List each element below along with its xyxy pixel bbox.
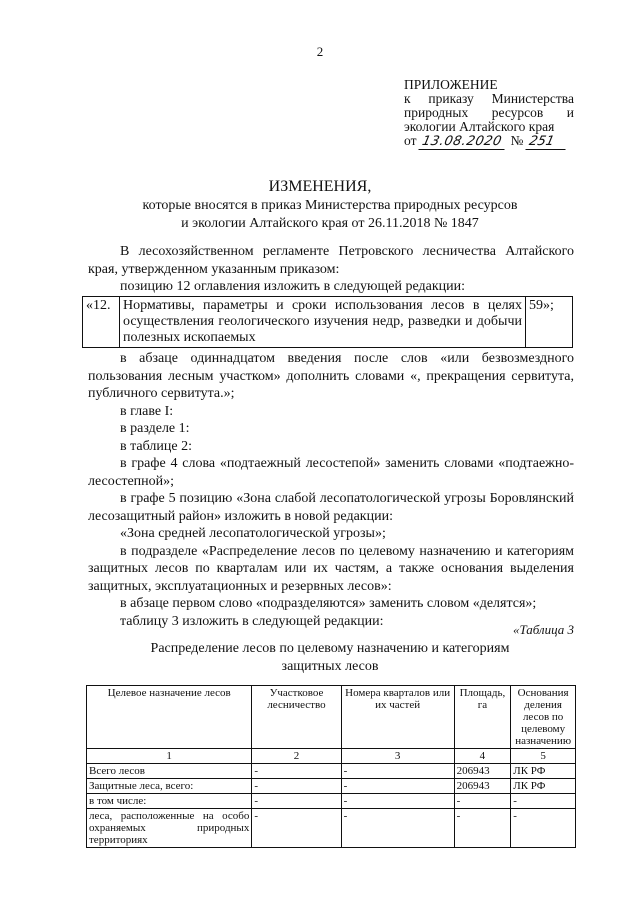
number-sign: № bbox=[510, 133, 524, 148]
appendix-line-2: природных ресурсов и bbox=[404, 105, 574, 120]
column-number: 3 bbox=[341, 749, 454, 764]
paragraph: в главе I: bbox=[120, 403, 174, 419]
column-number-row bbox=[87, 749, 576, 764]
table-cell: ЛК РФ bbox=[511, 779, 576, 794]
appendix-line-3: экологии Алтайского края bbox=[404, 119, 555, 134]
table-cell: - bbox=[252, 764, 341, 779]
column-header: Площадь, га bbox=[454, 686, 511, 749]
document-title: ИЗМЕНЕНИЯ, bbox=[268, 178, 372, 195]
contents-position-table bbox=[82, 296, 573, 348]
table-cell: - bbox=[341, 779, 454, 794]
table-cell: - bbox=[511, 794, 576, 809]
appendix-line-1: к приказу Министерства bbox=[404, 91, 574, 106]
column-number: 1 bbox=[87, 749, 252, 764]
column-number: 2 bbox=[252, 749, 341, 764]
table-cell: - bbox=[511, 809, 576, 848]
subtitle-line-2: и экологии Алтайского края от 26.11.2018 № 1847 bbox=[181, 216, 479, 231]
table-label: «Таблица 3 bbox=[512, 622, 574, 637]
paragraph: таблицу 3 изложить в следующей редакции: bbox=[120, 613, 384, 629]
column-header: Основания деления лесов по целевому назначению bbox=[511, 686, 576, 749]
handwritten-date: 13.08.2020 bbox=[419, 135, 508, 150]
position-number: «12. bbox=[83, 297, 120, 348]
table-cell: 206943 bbox=[454, 779, 511, 794]
position-page: 59»; bbox=[526, 297, 573, 348]
column-number: 4 bbox=[454, 749, 511, 764]
column-header: Номера кварталов или их частей bbox=[341, 686, 454, 749]
paragraph: в графе 4 слова «подтаежный лесостепой» заменить словами «подтаежно-лесостепной»; bbox=[88, 456, 574, 489]
table-cell: - bbox=[454, 809, 511, 848]
table-row bbox=[87, 809, 576, 848]
table-row bbox=[87, 794, 576, 809]
date-prefix: от bbox=[404, 133, 417, 148]
table-cell: ЛК РФ bbox=[511, 764, 576, 779]
paragraph: в графе 5 позицию «Зона слабой лесопатологической угрозы Боровлянский лесозащитный район» изложить в новой редакции: bbox=[88, 491, 574, 524]
paragraph: в абзаце первом слово «подразделяются» заменить словом «делятся»; bbox=[120, 596, 537, 611]
appendix-block bbox=[404, 78, 574, 150]
forest-distribution-table bbox=[86, 685, 576, 848]
table-cell: Защитные леса, всего: bbox=[87, 779, 252, 794]
column-number: 5 bbox=[511, 749, 576, 764]
appendix-signature-line bbox=[404, 134, 574, 150]
table-cell: - bbox=[341, 764, 454, 779]
appendix-title: ПРИЛОЖЕНИЕ bbox=[404, 77, 498, 92]
table-cell: - bbox=[341, 809, 454, 848]
table-cell: - bbox=[341, 794, 454, 809]
amendments-text bbox=[88, 350, 574, 630]
table-cell: - bbox=[454, 794, 511, 809]
paragraph: в таблице 2: bbox=[120, 438, 192, 454]
intro-text bbox=[88, 243, 574, 296]
table-header-row bbox=[87, 686, 576, 749]
table-cell: в том числе: bbox=[87, 794, 252, 809]
document-subtitle bbox=[120, 197, 540, 233]
table-row bbox=[83, 297, 573, 348]
table-row bbox=[87, 779, 576, 794]
paragraph: «Зона средней лесопатологической угрозы»; bbox=[120, 526, 386, 541]
handwritten-number: 251 bbox=[526, 135, 569, 150]
subtitle-line-1: которые вносятся в приказ Министерства природных ресурсов bbox=[142, 198, 518, 213]
position-text: Нормативы, параметры и сроки использования лесов в целях осуществления геологического изучения недр, разведки и добычи полезных ископаемых bbox=[120, 297, 526, 348]
paragraph: в разделе 1: bbox=[120, 421, 190, 436]
paragraph: в абзаце одиннадцатом введения после слов «или безвозмездного пользования лесным участком» дополнить словами «, прекращения сервитута, публичного сервитута.»; bbox=[88, 351, 574, 401]
table-title: Распределение лесов по целевому назначению и категориям защитных лесов bbox=[150, 641, 510, 674]
page-number: 2 bbox=[316, 44, 324, 59]
table-cell: - bbox=[252, 794, 341, 809]
paragraph-position-12: позицию 12 оглавления изложить в следующей редакции: bbox=[120, 279, 466, 295]
table-cell: - bbox=[252, 779, 341, 794]
column-header: Целевое назначение лесов bbox=[87, 686, 252, 749]
table-row bbox=[87, 764, 576, 779]
column-header: Участковое лесничество bbox=[252, 686, 341, 749]
table-cell: Всего лесов bbox=[87, 764, 252, 779]
table-cell: леса, расположенные на особо охраняемых природных территориях bbox=[87, 809, 252, 848]
paragraph-intro: В лесохозяйственном регламенте Петровского лесничества Алтайского края, утвержденном указанным приказом: bbox=[88, 244, 574, 277]
table-cell: - bbox=[252, 809, 341, 848]
paragraph: в подразделе «Распределение лесов по целевому назначению и категориям защитных лесов по кварталам или их частям, а также основания выделения защитных, эксплуатационных и резервных лесов»: bbox=[88, 543, 574, 594]
table-cell: 206943 bbox=[454, 764, 511, 779]
